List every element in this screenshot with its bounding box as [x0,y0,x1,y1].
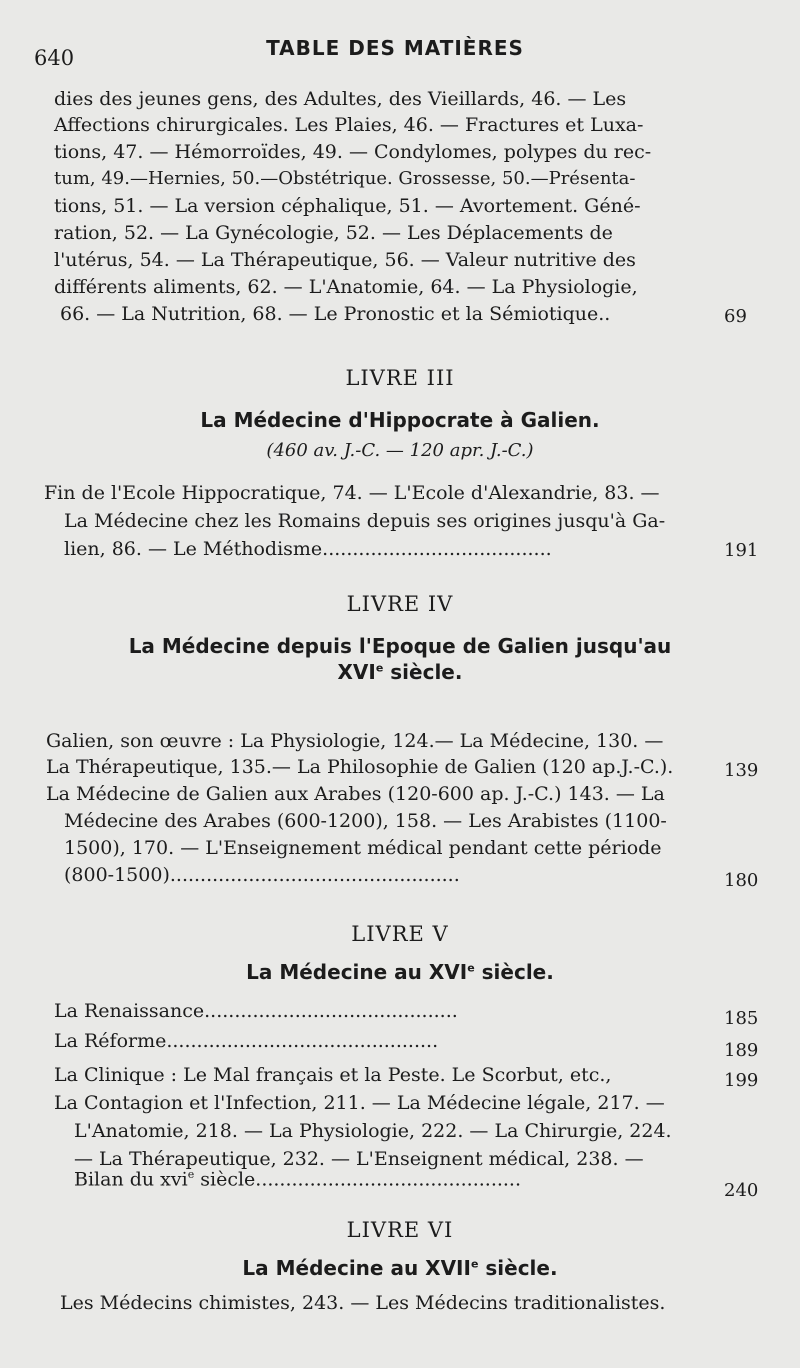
toc-line: Médecine des Arabes (600-1200), 158. — Les Arabistes (1100- [64,810,667,832]
title-superscript: e [467,961,475,975]
toc-page-number: 191 [724,540,759,561]
toc-line: tions, 47. — Hémorroïdes, 49. — Condylomes, polypes du rec- [54,141,652,163]
livre-vi-title [0,1256,800,1280]
toc-line: La Thérapeutique, 135.— La Philosophie de Galien (120 ap.J.-C.). [46,756,674,778]
livre-iii-heading: LIVRE III [345,366,455,390]
toc-page-number: 240 [724,1180,759,1201]
title-text: siècle. [478,1256,558,1280]
toc-line: La Médecine chez les Romains depuis ses origines jusqu'à Ga- [64,510,666,532]
toc-line: 1500), 170. — L'Enseignement médical pendant cette période [64,837,662,859]
toc-page-number: 185 [724,1008,759,1029]
livre-v-title [0,960,800,984]
toc-line: ration, 52. — La Gynécologie, 52. — Les Déplacements de [54,222,613,244]
toc-line: lien, 86. — Le Méthodisme...................................... [64,538,552,560]
toc-line: Affections chirurgicales. Les Plaies, 46. — Fractures et Luxa- [54,114,644,136]
title-text: siècle. [383,660,463,684]
toc-line: 66. — La Nutrition, 68. — Le Pronostic et la Sémiotique.. [60,303,611,325]
title-superscript: e [470,1257,479,1271]
livre-vi-heading: LIVRE VI [346,1218,454,1242]
toc-line: tum, 49.—Hernies, 50.—Obstétrique. Grossesse, 50.—Présenta- [54,168,636,189]
toc-line: différents aliments, 62. — L'Anatomie, 64. — La Physiologie, [54,276,638,298]
page-header [30,30,760,70]
toc-line [74,1168,521,1190]
livre-iv-heading: LIVRE IV [346,592,454,616]
line-text: siècle............................................ [194,1168,522,1191]
toc-line: Galien, son œuvre : La Physiologie, 124.— La Médecine, 130. — [46,730,664,752]
toc-line: tions, 51. — La version céphalique, 51. — Avortement. Géné- [54,195,641,217]
livre-v-heading: LIVRE V [351,922,449,946]
title-superscript: e [375,661,384,675]
title-text: XVI [337,660,376,684]
title-text: siècle. [474,960,554,984]
toc-line: (800-1500)................................................ [64,864,460,886]
line-text: Bilan du xvi [74,1168,188,1191]
title-text: La Médecine au XVII [242,1256,471,1280]
toc-line: La Réforme............................................. [54,1030,439,1052]
toc-page-number: 180 [724,870,759,891]
toc-line: Les Médecins chimistes, 243. — Les Médecins traditionalistes. [60,1292,666,1314]
title-text: La Médecine au XVI [246,960,468,984]
toc-line: La Renaissance.......................................... [54,1000,458,1022]
toc-line: L'Anatomie, 218. — La Physiologie, 222. — La Chirurgie, 224. [74,1120,672,1142]
toc-page-number: 199 [724,1070,759,1091]
livre-iv-title-line1: La Médecine depuis l'Epoque de Galien jusqu'au [128,634,672,658]
toc-line: Fin de l'Ecole Hippocratique, 74. — L'Ecole d'Alexandrie, 83. — [44,482,660,504]
livre-iii-title: La Médecine d'Hippocrate à Galien. [200,408,600,432]
toc-line: La Clinique : Le Mal français et la Peste. Le Scorbut, etc., [54,1064,612,1086]
livre-iv-title-line2 [0,660,800,684]
toc-line: dies des jeunes gens, des Adultes, des Vieillards, 46. — Les [54,88,627,110]
superscript: e [187,1168,195,1181]
running-title: TABLE DES MATIÈRES [266,36,524,60]
toc-page-number: 69 [724,306,747,327]
livre-iii-dates: (460 av. J.-C. — 120 apr. J.-C.) [266,440,534,461]
toc-page-number: 189 [724,1040,759,1061]
toc-line: — La Thérapeutique, 232. — L'Enseignent médical, 238. — [74,1148,644,1170]
toc-line: La Médecine de Galien aux Arabes (120-600 ap. J.-C.) 143. — La [46,783,665,805]
page-number: 640 [34,46,75,70]
toc-line: La Contagion et l'Infection, 211. — La Médecine légale, 217. — [54,1092,665,1114]
toc-page-number: 139 [724,760,759,781]
toc-line: l'utérus, 54. — La Thérapeutique, 56. — Valeur nutritive des [54,249,636,271]
